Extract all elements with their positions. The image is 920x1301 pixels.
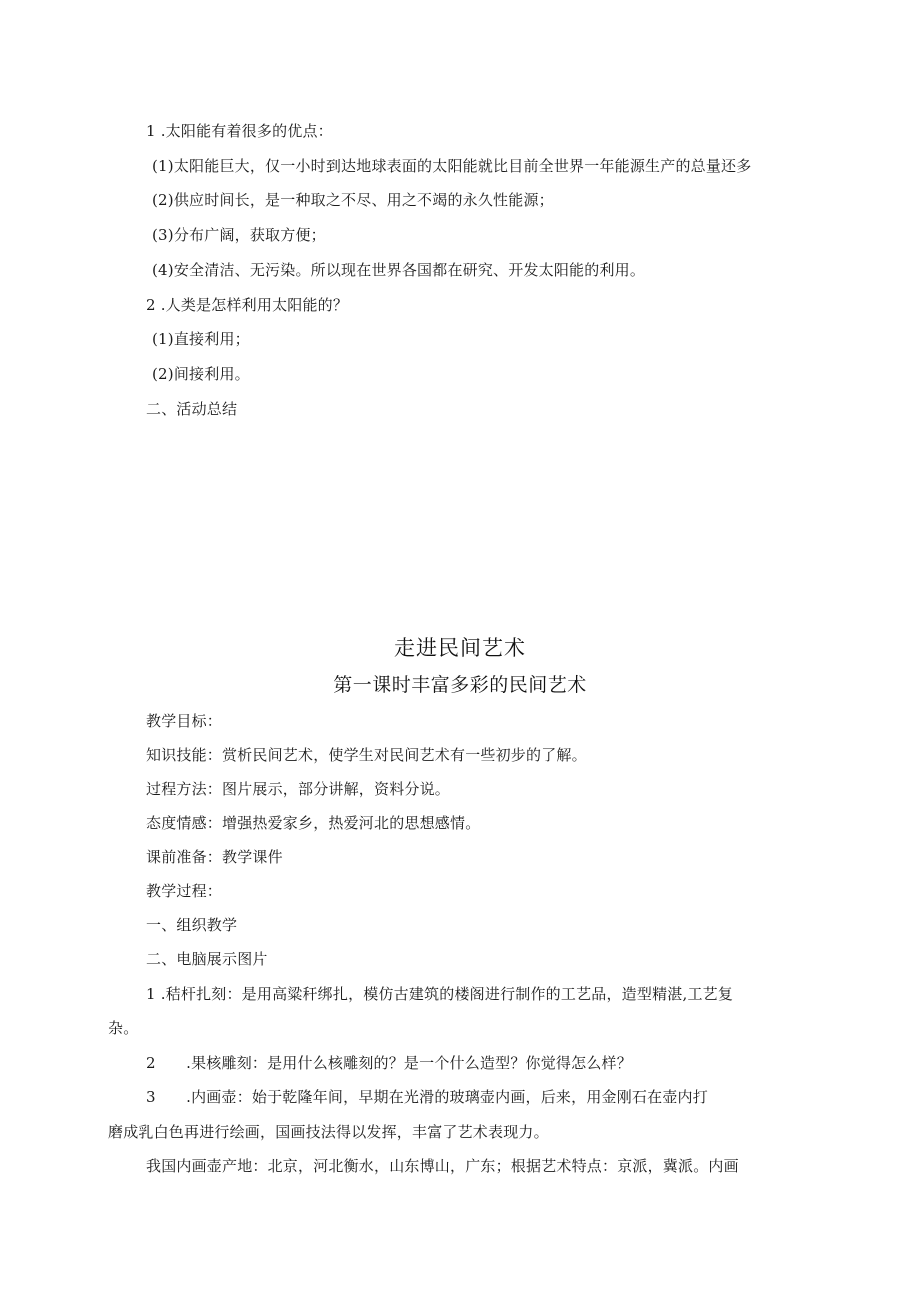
item2-point-2: (2)间接利用。 bbox=[152, 365, 250, 383]
item2-title: 2 .人类是怎样利用太阳能的？ bbox=[146, 296, 349, 314]
step-1: 一、组织教学 bbox=[146, 916, 238, 934]
item1-title: 1 .太阳能有着很多的优点： bbox=[146, 122, 333, 140]
step-2: 二、电脑展示图片 bbox=[146, 950, 268, 968]
paragraph-1-line-2: 杂。 bbox=[108, 1019, 139, 1037]
item2-point-1: (1)直接利用； bbox=[152, 330, 250, 348]
procedure-heading: 教学过程： bbox=[146, 882, 223, 900]
paragraph-4: 我国内画壶产地：北京，河北衡水，山东博山，广东；根据艺术特点：京派，冀派。内画 bbox=[146, 1157, 739, 1175]
item1-point-2: (2)供应时间长，是一种取之不尽、用之不竭的永久性能源； bbox=[152, 191, 554, 209]
goal-knowledge: 知识技能：赏析民间艺术，使学生对民间艺术有一些初步的了解。 bbox=[146, 746, 587, 764]
paragraph-2: 2 .果核雕刻：是用什么核雕刻的？是一个什么造型？你觉得怎么样？ bbox=[146, 1054, 632, 1072]
paragraph-1-line-1: 1 .秸杆扎刻：是用高粱秆绑扎，模仿古建筑的楼阁进行制作的工艺品，造型精湛,工艺复 bbox=[146, 985, 734, 1003]
paragraph-3-line-1: 3 .内画壶：始于乾隆年间，早期在光滑的玻璃壶内画，后来，用金刚石在壶内打 bbox=[146, 1088, 708, 1106]
paragraph-3-line-2: 磨成乳白色再进行绘画，国画技法得以发挥，丰富了艺术表现力。 bbox=[108, 1123, 549, 1141]
lesson-title: 走进民间艺术 bbox=[394, 636, 526, 660]
lesson-subtitle: 第一课时丰富多彩的民间艺术 bbox=[333, 674, 587, 696]
item1-point-3: (3)分布广阔，获取方便； bbox=[152, 226, 326, 244]
summary-heading: 二、活动总结 bbox=[146, 400, 238, 418]
goal-attitude: 态度情感：增强热爱家乡，热爱河北的思想感情。 bbox=[146, 814, 481, 832]
item1-point-1: (1)太阳能巨大，仅一小时到达地球表面的太阳能就比目前全世界一年能源生产的总量还多 bbox=[152, 157, 752, 175]
goals-heading: 教学目标： bbox=[146, 712, 223, 730]
lesson-prep: 课前准备：教学课件 bbox=[146, 848, 283, 866]
item1-point-4: (4)安全清洁、无污染。所以现在世界各国都在研究、开发太阳能的利用。 bbox=[152, 261, 646, 279]
goal-process: 过程方法：图片展示，部分讲解，资料分说。 bbox=[146, 780, 451, 798]
